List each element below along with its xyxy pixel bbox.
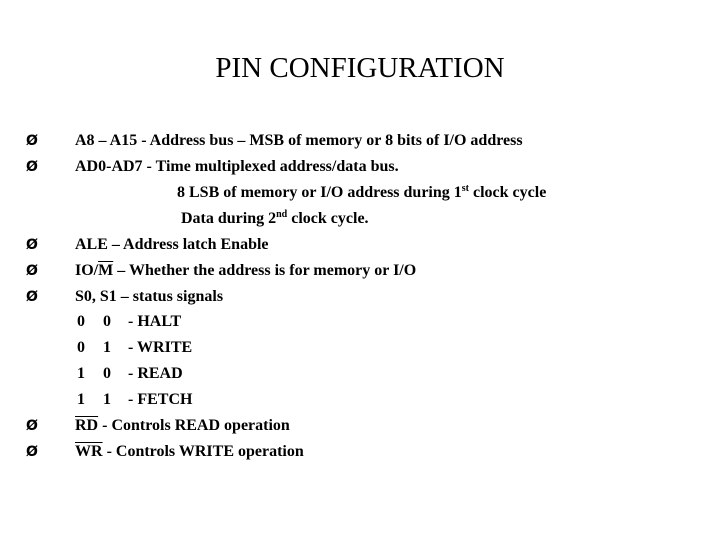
ordinal-suffix: st: [461, 183, 469, 194]
ad0-detail-2-tail: clock cycle.: [287, 210, 369, 227]
slide-title: PIN CONFIGURATION: [215, 52, 505, 84]
arrow-bullet-icon: Ø: [26, 289, 38, 305]
status-text: S0, S1 – status signals: [75, 288, 224, 305]
m-active-low: $\overline{M}$: [98, 262, 114, 279]
ad0-ad7-text: AD0-AD7 - Time multiplexed address/data bus.: [75, 158, 399, 175]
s1-value: 1: [103, 391, 111, 408]
wr-text: - Controls WRITE operation: [102, 443, 304, 460]
ad0-detail-1-text: 8 LSB of memory or I/O address during 1: [177, 184, 462, 201]
io-m-text: – Whether the address is for memory or I/O: [113, 262, 417, 279]
s1-value: 0: [103, 365, 111, 382]
wr-active-low: $\overline{WR}$: [75, 443, 103, 460]
s0-value: 1: [77, 365, 85, 382]
s0-value: 1: [77, 391, 85, 408]
rd-active-low: $\overline{RD}$: [75, 417, 99, 434]
arrow-bullet-icon: Ø: [26, 263, 38, 279]
s0-value: 0: [77, 313, 85, 330]
arrow-bullet-icon: Ø: [26, 159, 38, 175]
ordinal-suffix: nd: [276, 209, 288, 220]
arrow-bullet-icon: Ø: [26, 133, 38, 149]
a8-a15-text: A8 – A15 - Address bus – MSB of memory or 8 bits of I/O address: [75, 132, 523, 149]
state-label: - FETCH: [128, 391, 193, 408]
s0-value: 0: [77, 339, 85, 356]
rd-text: - Controls READ operation: [98, 417, 290, 434]
state-label: - READ: [128, 365, 183, 382]
arrow-bullet-icon: Ø: [26, 444, 38, 460]
arrow-bullet-icon: Ø: [26, 237, 38, 253]
ale-text: ALE – Address latch Enable: [75, 236, 269, 253]
ad0-detail-1-tail: clock cycle: [469, 184, 547, 201]
s1-value: 0: [103, 313, 111, 330]
s1-value: 1: [103, 339, 111, 356]
io-m-prefix: IO/: [75, 262, 99, 279]
state-label: - WRITE: [128, 339, 193, 356]
ad0-detail-2-text: Data during 2: [181, 210, 277, 227]
state-label: - HALT: [128, 313, 182, 330]
arrow-bullet-icon: Ø: [26, 418, 38, 434]
